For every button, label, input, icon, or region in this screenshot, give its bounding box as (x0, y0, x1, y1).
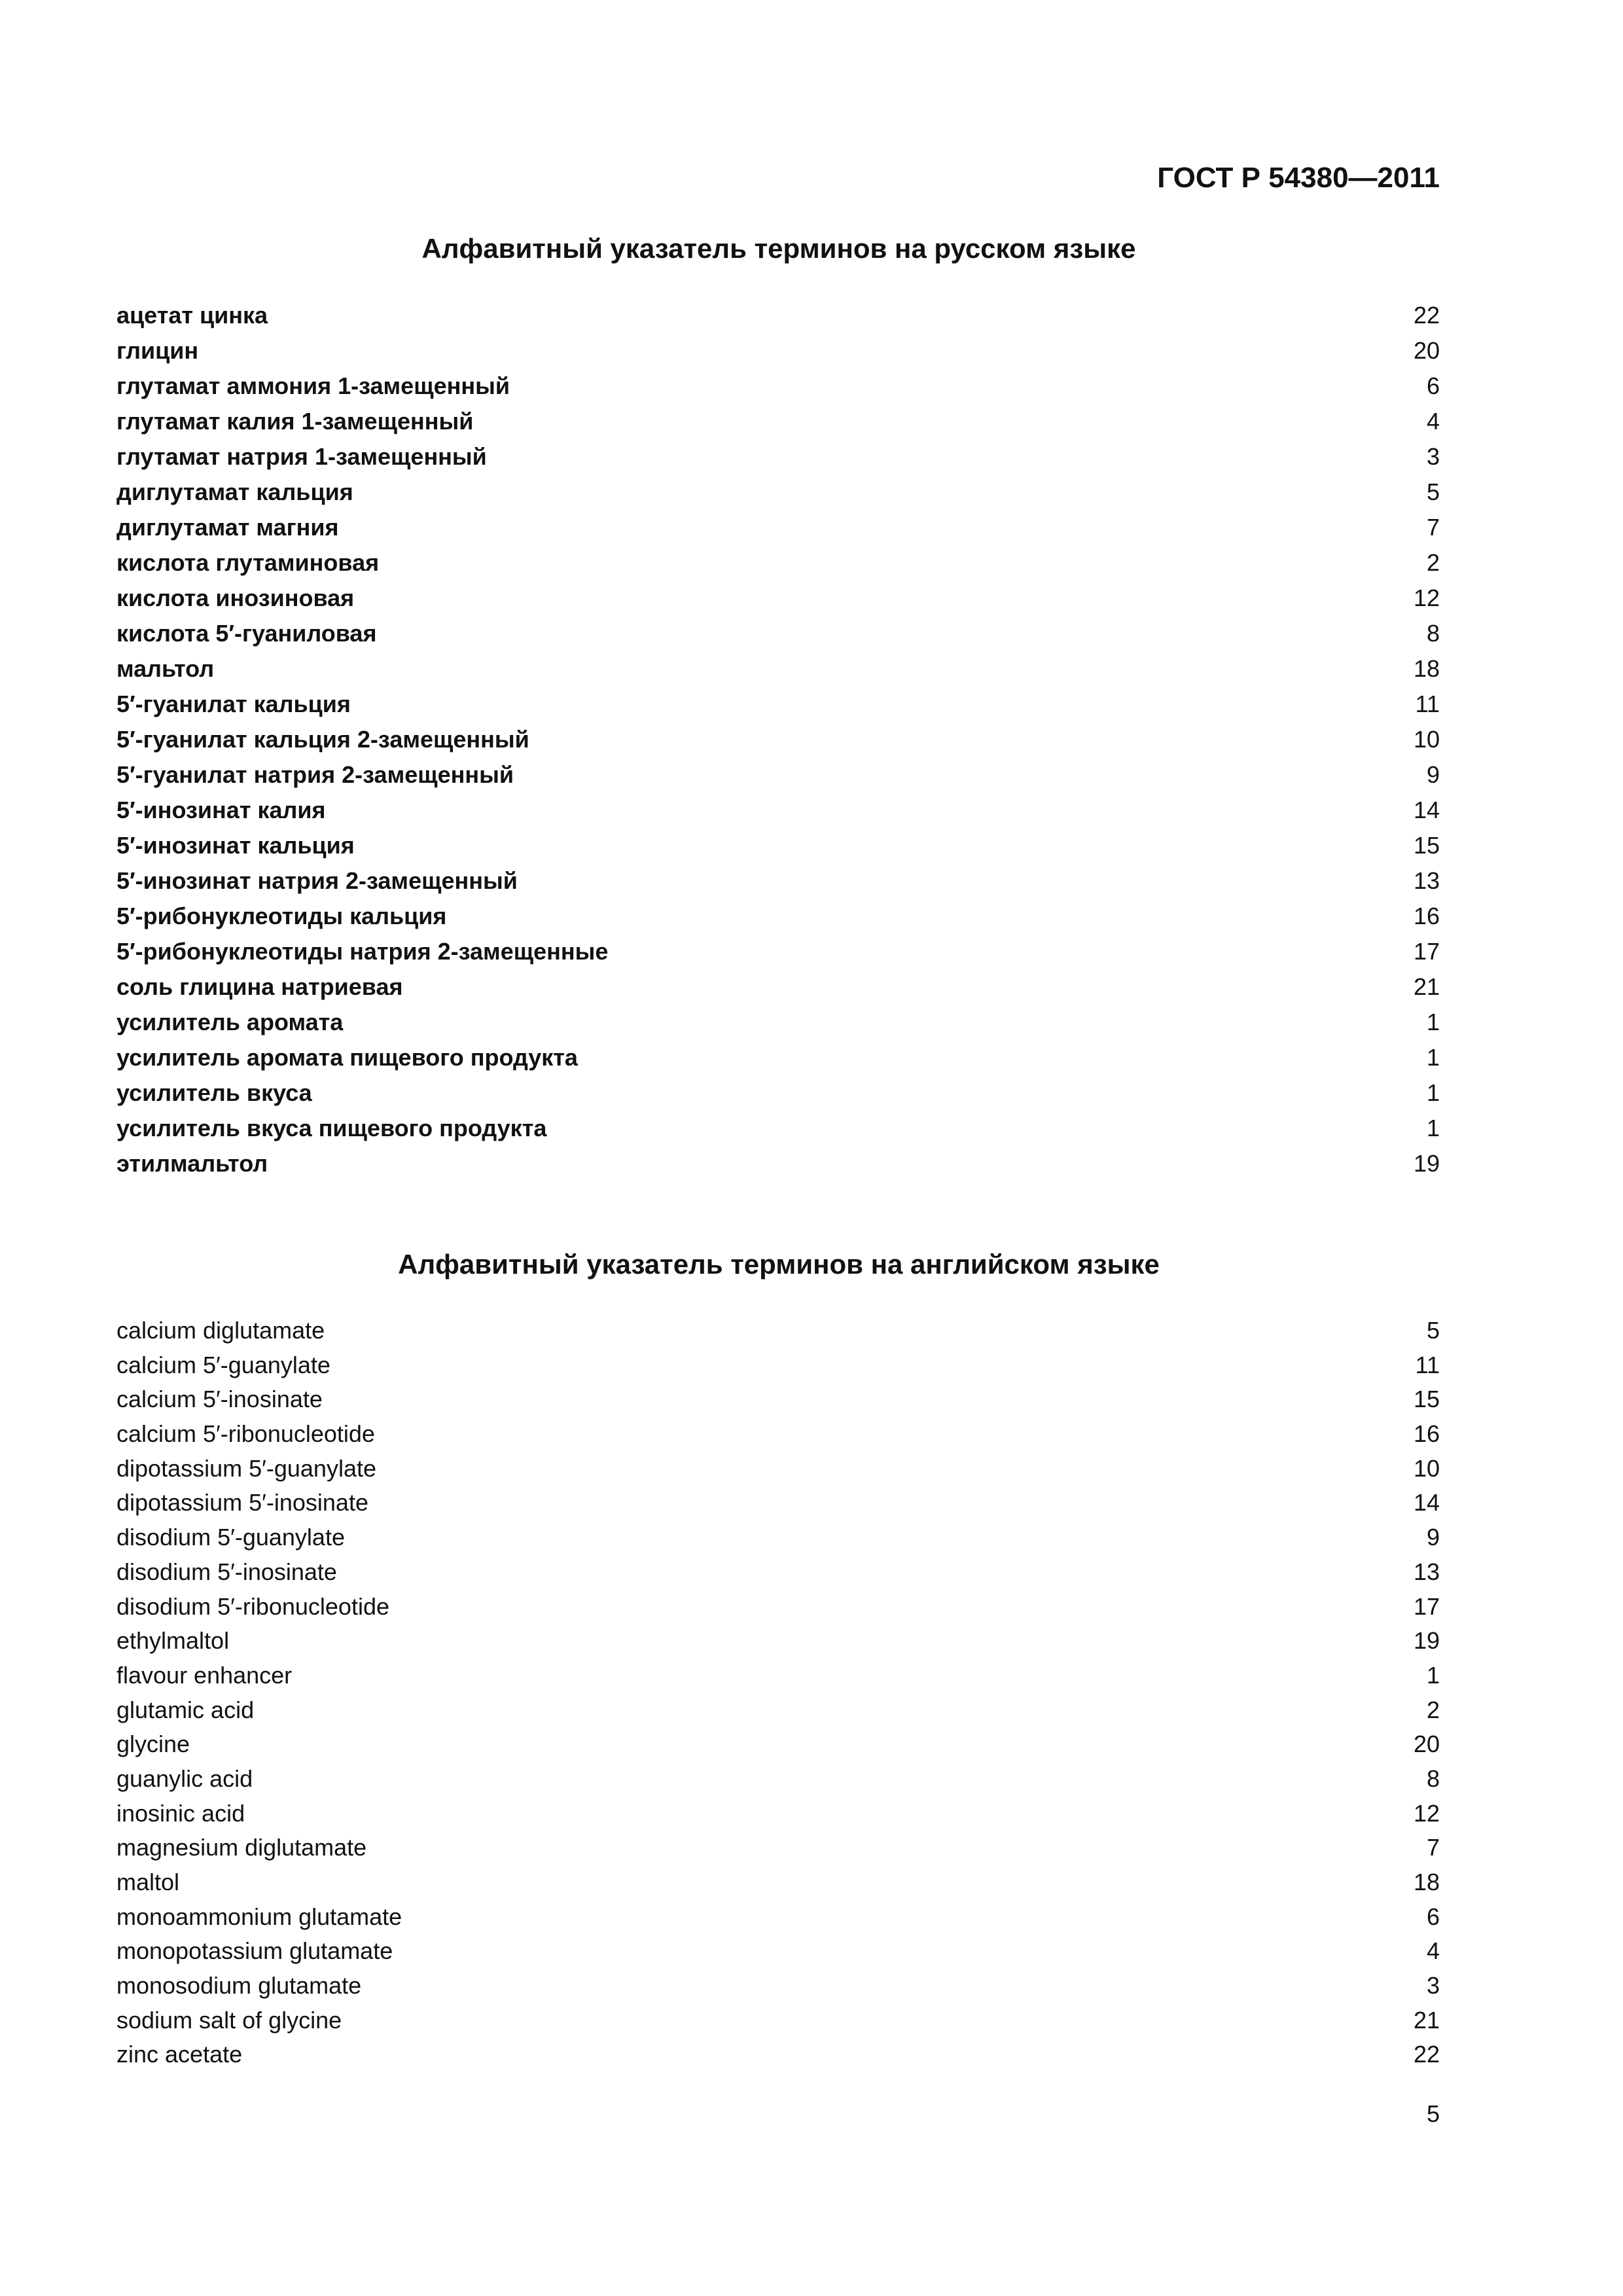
index-term: 5′-гуанилат кальция 2-замещенный (116, 726, 529, 753)
index-term: calcium 5′-inosinate (116, 1386, 323, 1413)
index-term: glycine (116, 1731, 190, 1758)
index-entry (116, 1348, 1440, 1383)
index-term: calcium 5′-guanylate (116, 1351, 330, 1378)
index-term: sodium salt of glycine (116, 2006, 342, 2034)
index-term: 5′-гуанилат кальция (116, 691, 351, 717)
index-entry (116, 651, 1440, 687)
index-reference: 6 (1426, 372, 1440, 399)
index-reference: 1 (1426, 1115, 1440, 1141)
index-reference: 11 (1415, 691, 1440, 717)
index-term: диглутамат кальция (116, 478, 353, 505)
index-entry (116, 969, 1440, 1005)
index-term: calcium diglutamate (116, 1317, 325, 1344)
index-entry (116, 581, 1440, 616)
index-entry (116, 899, 1440, 934)
index-term: глицин (116, 337, 199, 364)
index-term: disodium 5′-ribonucleotide (116, 1592, 389, 1620)
index-reference: 1 (1426, 1009, 1440, 1035)
index-term: 5′-рибонуклеотиды натрия 2-замещенные (116, 938, 609, 965)
index-entry (116, 1969, 1440, 2003)
index-entry (116, 298, 1440, 333)
index-entry (116, 2003, 1440, 2038)
index-reference: 19 (1413, 1627, 1440, 1655)
index-reference: 22 (1413, 302, 1440, 329)
index-entry (116, 1111, 1440, 1146)
index-term: calcium 5′-ribonucleotide (116, 1420, 375, 1448)
index-term: кислота инозиновая (116, 584, 355, 611)
index-entry (116, 1797, 1440, 1831)
index-entry (116, 828, 1440, 863)
index-term: 5′-рибонуклеотиды кальция (116, 903, 447, 929)
index-reference: 16 (1413, 1420, 1440, 1448)
index-entry (116, 404, 1440, 439)
index-reference: 10 (1413, 1454, 1440, 1482)
index-term: magnesium diglutamate (116, 1834, 367, 1861)
index-reference: 13 (1413, 1558, 1440, 1585)
index-term: glutamic acid (116, 1696, 255, 1723)
index-entry (116, 722, 1440, 757)
index-term: inosinic acid (116, 1799, 245, 1827)
index-entry (116, 1005, 1440, 1040)
index-entry (116, 1590, 1440, 1624)
index-reference: 1 (1426, 1661, 1440, 1689)
index-reference: 18 (1413, 655, 1440, 682)
index-reference: 17 (1413, 938, 1440, 965)
index-term: monopotassium glutamate (116, 1937, 393, 1965)
index-reference: 2 (1426, 549, 1440, 576)
index-entry (116, 1659, 1440, 1693)
index-term: кислота глутаминовая (116, 549, 380, 576)
index-reference: 14 (1413, 1489, 1440, 1516)
index-term: усилитель аромата (116, 1009, 344, 1035)
index-term: глутамат аммония 1-замещенный (116, 372, 510, 399)
index-entry (116, 1693, 1440, 1728)
page-number: 5 (1426, 2100, 1440, 2127)
index-term: 5′-инозинат калия (116, 797, 326, 823)
index-reference: 12 (1413, 584, 1440, 611)
index-term: этилмальтол (116, 1150, 268, 1177)
index-reference: 14 (1413, 797, 1440, 823)
index-term: ethylmaltol (116, 1627, 230, 1655)
index-entry (116, 687, 1440, 722)
index-entry (116, 1486, 1440, 1520)
index-reference: 9 (1426, 1524, 1440, 1551)
index-entry (116, 1900, 1440, 1935)
index-entry (116, 475, 1440, 510)
index-entry (116, 510, 1440, 545)
index-entry (116, 1520, 1440, 1555)
index-entry (116, 2037, 1440, 2072)
index-reference: 7 (1426, 1834, 1440, 1861)
index-entry (116, 1555, 1440, 1590)
index-reference: 13 (1413, 867, 1440, 894)
index-entry (116, 1075, 1440, 1111)
index-term: глутамат натрия 1-замещенный (116, 443, 487, 470)
index-term: диглутамат магния (116, 514, 339, 541)
russian-index-list (116, 298, 1440, 1181)
index-term: 5′-инозинат кальция (116, 832, 355, 859)
index-entry (116, 1040, 1440, 1075)
index-entry (116, 1452, 1440, 1486)
index-term: guanylic acid (116, 1765, 253, 1792)
index-term: flavour enhancer (116, 1661, 293, 1689)
index-reference: 17 (1413, 1592, 1440, 1620)
index-term: dipotassium 5′-inosinate (116, 1489, 368, 1516)
index-reference: 3 (1426, 1972, 1440, 2000)
index-entry (116, 934, 1440, 969)
index-term: ацетат цинка (116, 302, 268, 329)
index-entry (116, 757, 1440, 793)
index-term: 5′-инозинат натрия 2-замещенный (116, 867, 518, 894)
index-reference: 8 (1426, 620, 1440, 647)
index-term: disodium 5′-inosinate (116, 1558, 337, 1585)
index-entry (116, 863, 1440, 899)
index-reference: 8 (1426, 1765, 1440, 1792)
index-entry (116, 1934, 1440, 1969)
index-term: глутамат калия 1-замещенный (116, 408, 474, 435)
index-entry (116, 1146, 1440, 1181)
index-reference: 20 (1413, 337, 1440, 364)
index-reference: 7 (1426, 514, 1440, 541)
index-term: dipotassium 5′-guanylate (116, 1454, 376, 1482)
index-reference: 5 (1426, 478, 1440, 505)
index-term: усилитель вкуса пищевого продукта (116, 1115, 547, 1141)
index-term: мальтол (116, 655, 215, 682)
index-entry (116, 1314, 1440, 1348)
index-entry (116, 1865, 1440, 1900)
index-entry (116, 1762, 1440, 1797)
index-reference: 15 (1413, 832, 1440, 859)
index-entry (116, 333, 1440, 368)
index-reference: 16 (1413, 903, 1440, 929)
index-reference: 1 (1426, 1079, 1440, 1106)
index-entry (116, 1624, 1440, 1659)
index-reference: 2 (1426, 1696, 1440, 1723)
index-reference: 6 (1426, 1903, 1440, 1930)
index-term: усилитель аромата пищевого продукта (116, 1044, 578, 1071)
index-entry (116, 439, 1440, 475)
index-entry (116, 793, 1440, 828)
index-reference: 3 (1426, 443, 1440, 470)
index-reference: 20 (1413, 1731, 1440, 1758)
index-term: disodium 5′-guanylate (116, 1524, 345, 1551)
index-term: monosodium glutamate (116, 1972, 362, 2000)
russian-index-title: Алфавитный указатель терминов на русском языке (421, 233, 1136, 264)
index-term: кислота 5′-гуаниловая (116, 620, 377, 647)
index-term: zinc acetate (116, 2041, 243, 2068)
index-reference: 19 (1413, 1150, 1440, 1177)
index-reference: 21 (1413, 2006, 1440, 2034)
index-entry (116, 1382, 1440, 1417)
index-term: 5′-гуанилат натрия 2-замещенный (116, 761, 514, 788)
index-reference: 21 (1413, 973, 1440, 1000)
index-reference: 1 (1426, 1044, 1440, 1071)
index-term: monoammonium glutamate (116, 1903, 402, 1930)
index-entry (116, 1417, 1440, 1452)
english-index-title: Алфавитный указатель терминов на английском языке (398, 1249, 1160, 1280)
index-reference: 5 (1426, 1317, 1440, 1344)
index-term: усилитель вкуса (116, 1079, 312, 1106)
index-term: соль глицина натриевая (116, 973, 403, 1000)
document-header: ГОСТ Р 54380—2011 (1157, 162, 1440, 194)
index-reference: 15 (1413, 1386, 1440, 1413)
index-reference: 9 (1426, 761, 1440, 788)
index-entry (116, 368, 1440, 404)
index-term: maltol (116, 1869, 180, 1895)
english-index-list (116, 1314, 1440, 2072)
index-entry (116, 545, 1440, 581)
index-reference: 12 (1413, 1799, 1440, 1827)
index-reference: 10 (1413, 726, 1440, 753)
index-entry (116, 616, 1440, 651)
index-reference: 4 (1426, 1937, 1440, 1965)
index-reference: 4 (1426, 408, 1440, 435)
index-reference: 18 (1413, 1869, 1440, 1895)
index-entry (116, 1727, 1440, 1762)
index-entry (116, 1831, 1440, 1865)
index-reference: 11 (1415, 1351, 1440, 1378)
index-reference: 22 (1413, 2041, 1440, 2068)
